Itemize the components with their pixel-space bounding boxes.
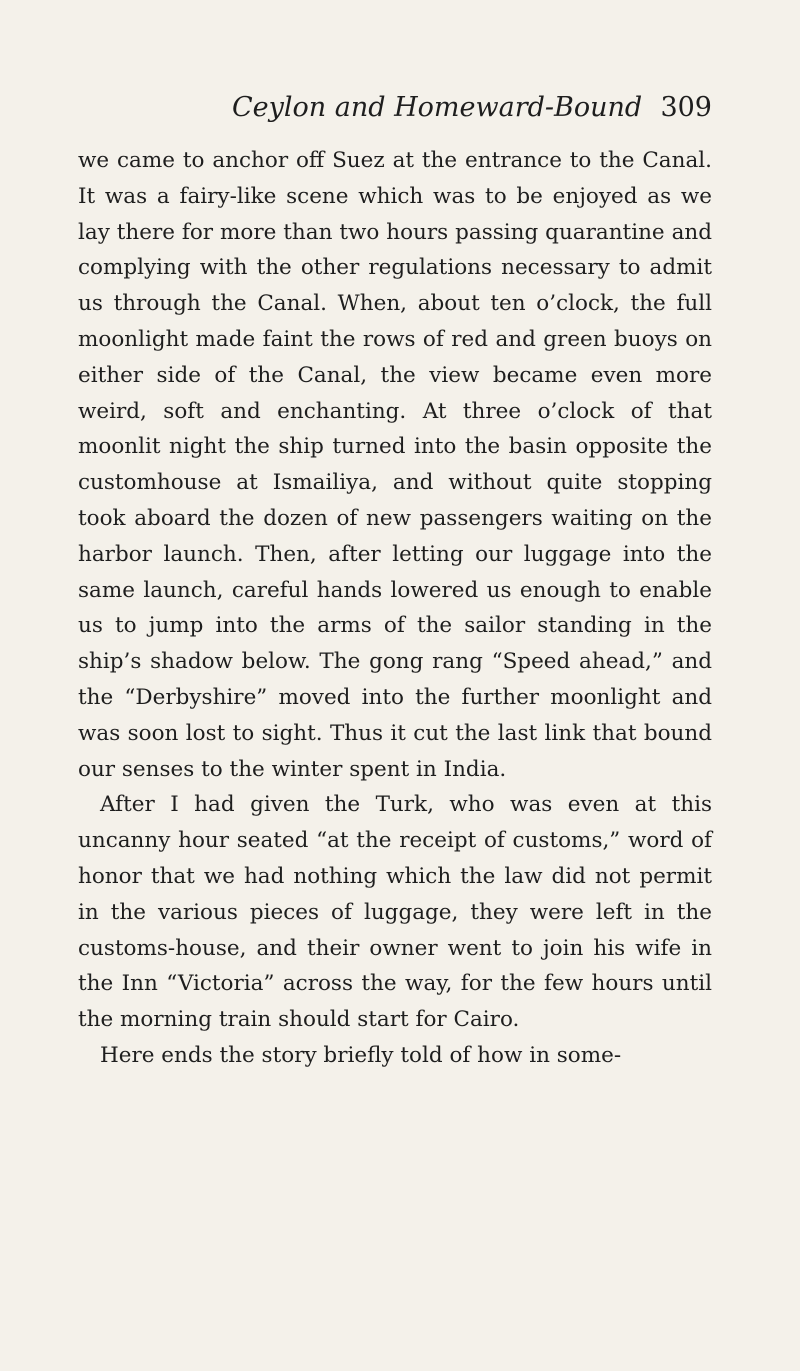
body-text (78, 143, 712, 1074)
paragraph-1: we came to anchor off Suez at the entrance to the Canal. It was a fairy-like scene which was to be enjoyed as we lay there for more than two hours passing quarantine and complying with the other regulations necessary to admit us through the Canal. When, about ten o’clock, the full moonlight made faint the rows of red and green buoys on either side of the Canal, the view became even more weird, soft and enchanting. At three o’clock of that moonlit night the ship turned into the basin opposite the customhouse at Ismailiya, and without quite stopping took aboard the dozen of new passengers waiting on the harbor launch. Then, after letting our luggage into the same launch, careful hands lowered us enough to enable us to jump into the arms of the sailor standing in the ship’s shadow below. The gong rang “Speed ahead,” and the “Derbyshire” moved into the further moonlight and was soon lost to sight. Thus it cut the last link that bound our senses to the winter spent in India. (78, 148, 712, 782)
paragraph-2: After I had given the Turk, who was even at this uncanny hour seated “at the receipt of customs,” word of honor that we had nothing which the law did not permit in the various pieces of luggage, they were left in the customs-house, and their owner went to join his wife in the Inn “Victoria” across the way, for the few hours until the morning train should start for Cairo. (78, 792, 712, 1033)
paragraph-3: Here ends the story briefly told of how in some- (100, 1042, 622, 1068)
page-number: 309 (660, 92, 712, 123)
running-head (232, 92, 712, 132)
running-title: Ceylon and Homeward-Bound (232, 92, 643, 123)
